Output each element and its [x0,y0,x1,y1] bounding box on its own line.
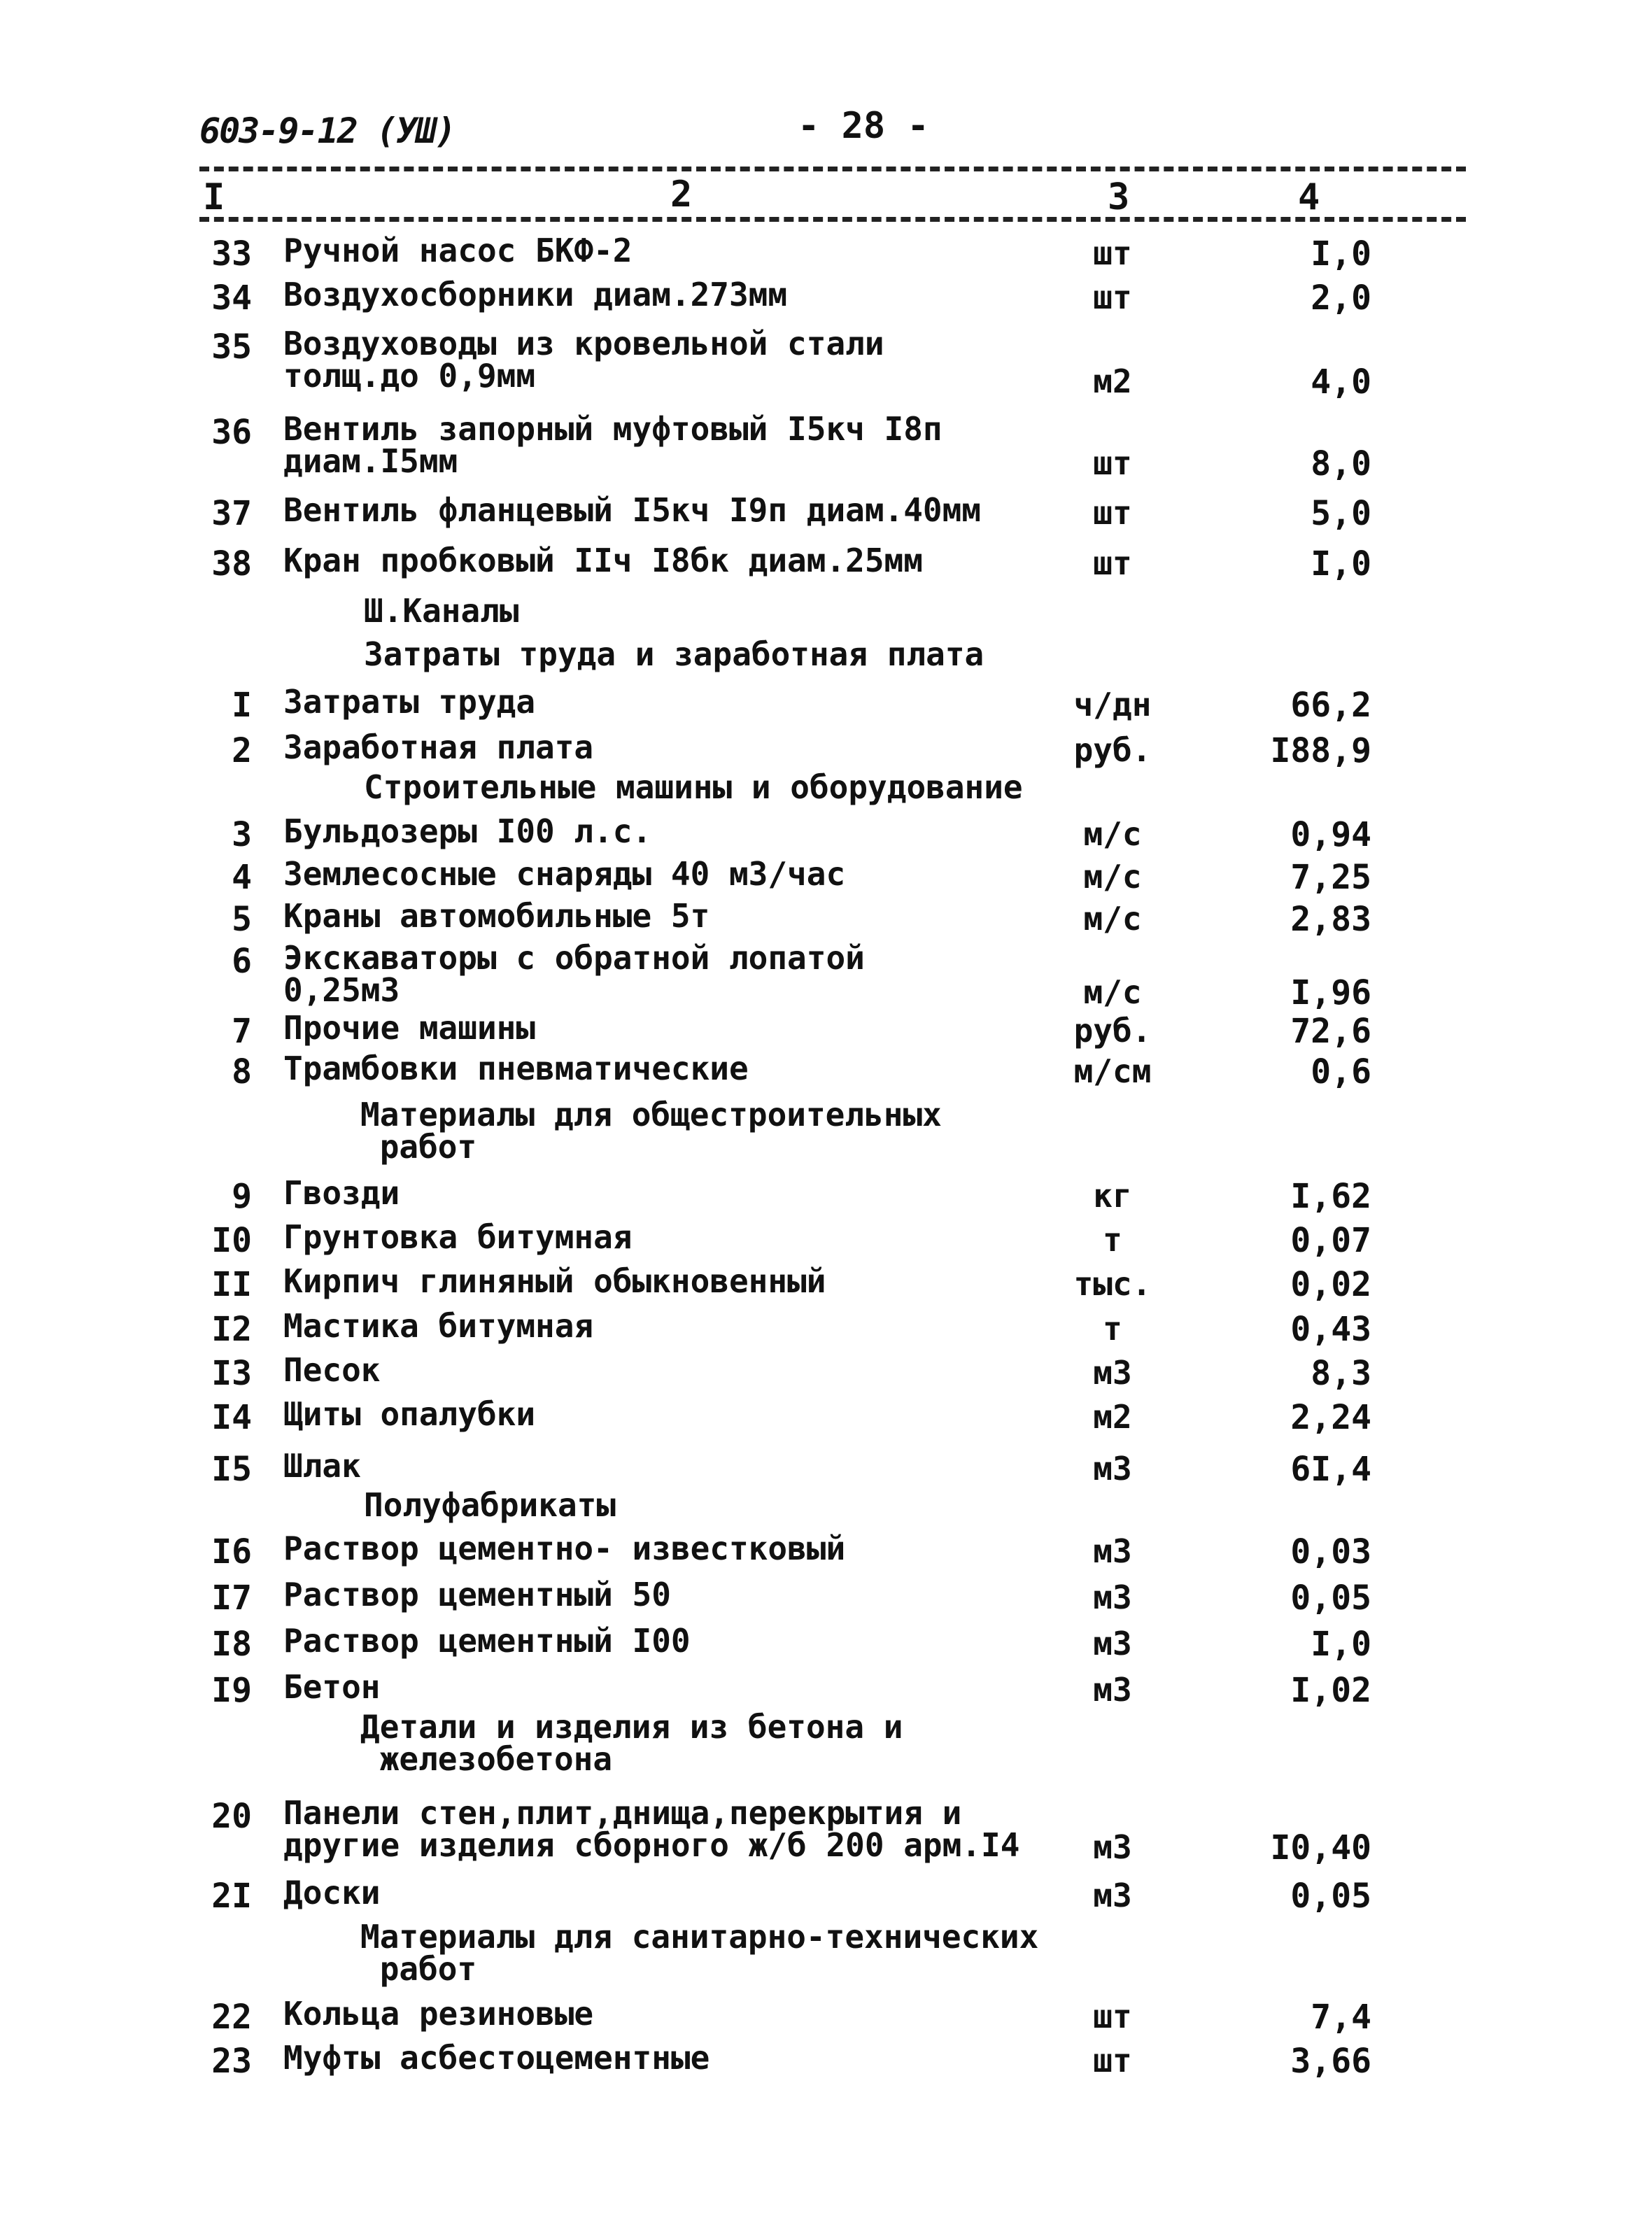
row-value: I,0 [1311,234,1371,274]
row-name: Воздуховоды из кровельной стали толщ.до 0,9мм [283,325,884,395]
row-unit: руб. [1073,1012,1152,1050]
row-value: 72,6 [1290,1012,1371,1051]
row-unit: т [1103,1310,1122,1348]
row-value: I,0 [1311,1625,1371,1664]
row-name: Бульдозеры I00 л.с. [283,812,652,850]
row-unit: шт [1093,444,1132,482]
row-number: 34 [211,278,252,318]
row-value: 3,66 [1290,2042,1371,2081]
row-unit: м3 [1093,1625,1132,1662]
row-unit: м/с [1083,973,1142,1011]
row-value: 5,0 [1311,494,1371,533]
row-unit: м3 [1093,1671,1132,1709]
row-unit: шт [1093,544,1132,582]
column-header-name: 2 [670,174,693,216]
table-row [0,1447,1652,1492]
table-row [0,2039,1652,2084]
row-value: 0,6 [1311,1052,1371,1092]
section-heading: Материалы для санитарно-технических работ [360,1918,1039,1988]
row-value: 2,24 [1290,1398,1371,1437]
row-number: I5 [211,1450,252,1489]
row-value: I0,40 [1270,1828,1371,1867]
row-name: Грунтовка битумная [283,1218,633,1256]
row-number: I8 [211,1625,252,1664]
table-row [0,1052,1652,1094]
row-number: 6 [232,942,252,981]
row-name: Гвозди [283,1174,400,1212]
row-number: I3 [211,1354,252,1393]
row-number: 4 [232,858,252,897]
section-heading: Детали и изделия из бетона и железобетона [360,1708,903,1778]
row-number: 20 [211,1797,252,1836]
table-row [0,1622,1652,1667]
row-number: I7 [211,1578,252,1618]
row-number: I0 [211,1221,252,1260]
row-name: Прочие машины [283,1009,536,1047]
row-name: Землесосные снаряды 40 м3/час [283,855,846,893]
table-row [0,1174,1652,1219]
row-number: 3 [232,815,252,854]
row-number: I4 [211,1398,252,1437]
row-name: Раствор цементно- известковый [283,1530,846,1567]
row-name: Ручной насос БКФ-2 [283,232,633,269]
table-row [0,410,1652,483]
row-name: Песок [283,1351,381,1389]
table-row [0,1351,1652,1396]
column-header-number: I [203,176,225,218]
row-number: I2 [211,1310,252,1349]
row-name: Кольца резиновые [283,1995,594,2033]
row-unit: руб. [1073,731,1152,769]
row-value: 2,83 [1290,900,1371,939]
row-unit: м3 [1093,1532,1132,1570]
table-row [0,1874,1652,1919]
row-name: Воздухосборники диам.273мм [283,276,788,313]
table-row [0,278,1652,320]
row-unit: т [1103,1221,1122,1259]
row-unit: ч/дн [1073,686,1152,723]
table-row [0,728,1652,773]
row-value: 7,25 [1290,858,1371,897]
table-row [0,1668,1652,1713]
table-row [0,1009,1652,1054]
row-number: 2 [232,731,252,770]
row-unit: м/с [1083,858,1142,896]
row-value: I,96 [1290,973,1371,1012]
row-number: 7 [232,1012,252,1051]
row-name: Кран пробковый IIч I8бк диам.25мм [283,542,923,579]
section-heading: Затраты труда и заработная плата [364,635,984,673]
row-name: Раствор цементный 50 [283,1576,671,1613]
table-row [0,812,1652,857]
table-row [0,683,1652,728]
row-unit: шт [1093,234,1132,272]
row-number: I [232,686,252,725]
row-number: 5 [232,900,252,939]
row-value: 6I,4 [1290,1450,1371,1489]
table-row [0,1218,1652,1263]
row-name: Доски [283,1874,381,1912]
row-value: I88,9 [1270,731,1371,770]
table-row [0,234,1652,276]
table-row [0,544,1652,586]
row-unit: м2 [1093,362,1132,400]
table-top-rule [199,167,1466,171]
table-row [0,1794,1652,1867]
row-name: Кирпич глиняный обыкновенный [283,1262,826,1300]
row-name: Затраты труда [283,683,536,721]
row-unit: м3 [1093,1354,1132,1392]
row-number: 22 [211,1998,252,2037]
row-number: 33 [211,234,252,274]
row-number: 36 [211,413,252,452]
table-row [0,855,1652,900]
row-value: I,62 [1290,1177,1371,1216]
document-code: 603-9-12 (УШ) [199,111,456,151]
row-number: 23 [211,2042,252,2081]
row-unit: м/см [1073,1052,1152,1090]
row-value: 7,4 [1311,1998,1371,2037]
row-unit: м3 [1093,1450,1132,1488]
row-value: 0,05 [1290,1877,1371,1916]
section-heading: Строительные машины и оборудование [364,768,1023,806]
row-number: 8 [232,1052,252,1092]
row-unit: шт [1093,1998,1132,2035]
row-value: 0,05 [1290,1578,1371,1618]
row-name: Вентиль фланцевый I5кч I9п диам.40мм [283,491,981,529]
row-value: 8,0 [1311,444,1371,483]
row-unit: шт [1093,2042,1132,2079]
table-row [0,1262,1652,1307]
row-name: Шлак [283,1447,361,1485]
row-name: Бетон [283,1668,381,1706]
page-number: - 28 - [798,105,929,147]
section-heading: Полуфабрикаты [364,1486,616,1524]
row-number: 2I [211,1877,252,1916]
table-row [0,1532,1652,1574]
row-unit: м/с [1083,900,1142,938]
row-value: I,02 [1290,1671,1371,1710]
row-unit: тыс. [1073,1265,1152,1303]
row-value: I,0 [1311,544,1371,584]
row-unit: м3 [1093,1828,1132,1866]
row-number: 9 [232,1177,252,1216]
row-value: 4,0 [1311,362,1371,402]
row-unit: м2 [1093,1398,1132,1436]
row-number: 38 [211,544,252,584]
row-name: Мастика битумная [283,1307,594,1345]
row-name: Щиты опалубки [283,1395,536,1433]
table-row [0,1395,1652,1440]
row-name: Краны автомобильные 5т [283,897,710,935]
table-row [0,939,1652,1012]
column-header-unit: 3 [1108,176,1130,218]
row-value: 0,03 [1290,1532,1371,1571]
column-header-value: 4 [1298,176,1320,218]
row-number: 37 [211,494,252,533]
row-name: Экскаваторы с обратной лопатой 0,25м3 [283,939,865,1009]
table-row [0,325,1652,402]
row-unit: шт [1093,494,1132,532]
table-header-rule [199,217,1466,222]
row-value: 0,02 [1290,1265,1371,1304]
row-name: Муфты асбестоцементные [283,2039,710,2077]
row-number: 35 [211,327,252,367]
table-row [0,1995,1652,2040]
section-heading: Материалы для общестроительных работ [360,1096,942,1166]
row-name: Панели стен,плит,днища,перекрытия и другие изделия сборного ж/б 200 арм.I4 [283,1794,1020,1864]
row-value: 66,2 [1290,686,1371,725]
row-value: 2,0 [1311,278,1371,318]
section-heading: Ш.Каналы [364,592,519,630]
table-row [0,1307,1652,1352]
table-row [0,491,1652,536]
row-value: 8,3 [1311,1354,1371,1393]
row-number: I6 [211,1532,252,1571]
row-name: Вентиль запорный муфтовый I5кч I8п диам.I5мм [283,410,943,480]
row-value: 0,94 [1290,815,1371,854]
row-name: Раствор цементный I00 [283,1622,691,1660]
table-row [0,1578,1652,1620]
row-name: Трамбовки пневматические [283,1050,749,1087]
row-unit: шт [1093,278,1132,316]
row-unit: кг [1093,1177,1132,1215]
row-unit: м3 [1093,1578,1132,1616]
row-number: I9 [211,1671,252,1710]
row-value: 0,43 [1290,1310,1371,1349]
row-value: 0,07 [1290,1221,1371,1260]
row-number: II [211,1265,252,1304]
row-unit: м/с [1083,815,1142,853]
table-row [0,897,1652,942]
row-name: Заработная плата [283,728,594,766]
row-unit: м3 [1093,1877,1132,1914]
